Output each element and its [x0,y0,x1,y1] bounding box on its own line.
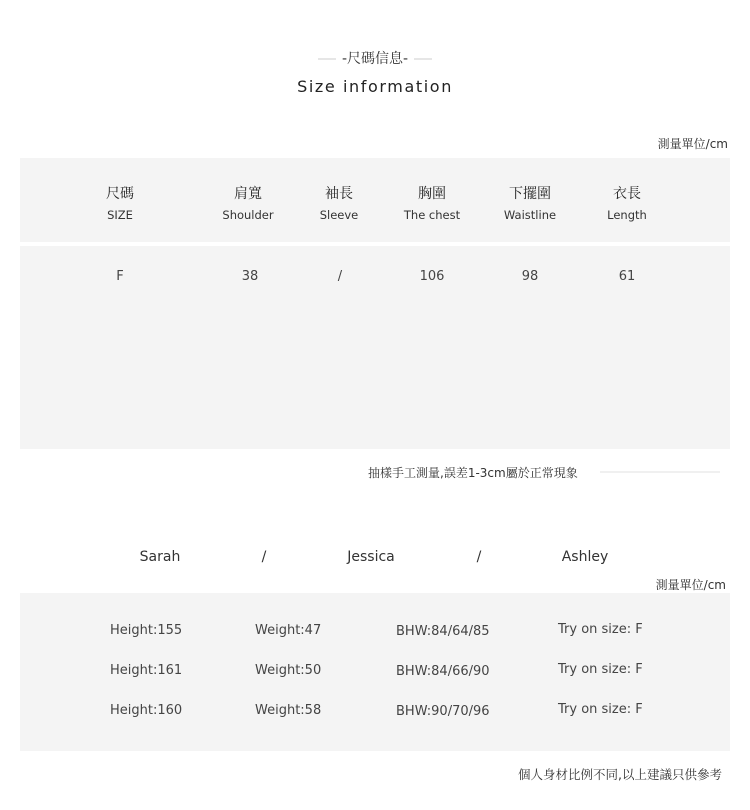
header-shoulder-en: Shoulder [222,208,274,222]
length-value: 61 [618,269,636,284]
header-length-cn: 衣長 [613,186,641,202]
model-name-ashley: Ashley [561,549,609,565]
model-bhw: BHW:90/70/96 [396,704,490,719]
note-decoration [600,471,720,473]
footer-note: 個人身材比例不同,以上建議只供參考 [518,767,722,782]
model-try-size: Try on size: F [558,702,643,717]
model-height: Height:155 [110,623,183,638]
header-chest-en: The chest [403,208,461,222]
header-chest-cn: 胸圍 [418,186,446,202]
model-height: Height:160 [110,703,183,718]
sleeve-value: / [337,269,343,284]
model-height: Height:161 [110,663,183,678]
title-cn-text: -尺碼信息- [341,51,409,67]
size-info-title-cn [0,48,750,68]
size-value: F [116,269,124,284]
header-size-cn: 尺碼 [106,186,134,202]
header-length-en: Length [607,208,647,222]
waistline-value: 98 [521,269,539,284]
header-sleeve-cn: 袖長 [325,186,353,202]
model-weight: Weight:58 [255,703,322,718]
header-size-en: SIZE [107,208,133,222]
size-info-title-en: Size information [297,77,453,96]
model-name-jessica: Jessica [347,549,395,565]
header-waistline-cn: 下擺圍 [509,186,551,202]
shoulder-value: 38 [241,269,259,284]
model-weight: Weight:50 [255,663,322,678]
model-try-size: Try on size: F [558,662,643,677]
model-try-size: Try on size: F [558,622,643,637]
header-waistline-en: Waistline [503,208,557,222]
model-name-sarah: Sarah [139,549,181,565]
title-decoration-left [318,58,336,60]
model-bhw: BHW:84/66/90 [396,664,490,679]
header-shoulder-cn: 肩寬 [234,186,262,202]
model-weight: Weight:47 [255,623,322,638]
model-name-separator: / [476,549,482,565]
chest-value: 106 [419,269,445,284]
model-bhw: BHW:84/64/85 [396,624,490,639]
unit-label: 測量單位/cm [655,578,726,592]
model-name-separator: / [261,549,267,565]
header-sleeve-en: Sleeve [319,208,359,222]
title-decoration-right [414,58,432,60]
measurement-note: 抽樣手工測量,誤差1-3cm屬於正常現象 [368,466,578,480]
unit-label: 測量單位/cm [657,137,728,151]
